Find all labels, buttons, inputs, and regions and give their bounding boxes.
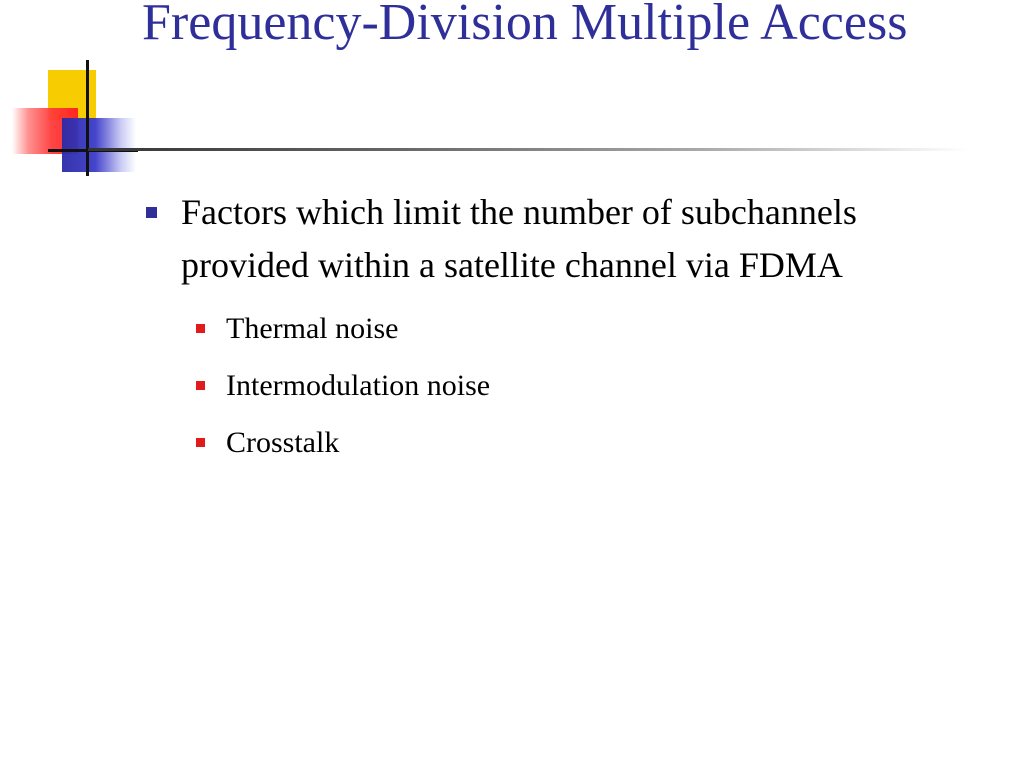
- slide-content: [140, 186, 940, 471]
- sub-bullet-item: [226, 357, 940, 414]
- square-bullet-icon: [196, 324, 205, 333]
- bullet-text: Factors which limit the number of subchannels provided within a satellite channel via FDMA: [181, 192, 857, 285]
- decorative-logo-icon: [0, 0, 140, 180]
- slide-title: Frequency-Division Multiple Access: [142, 0, 908, 51]
- logo-vertical-line: [86, 60, 89, 176]
- sub-bullet-list: [140, 300, 940, 471]
- square-bullet-icon: [196, 381, 205, 390]
- logo-blue-square: [62, 118, 136, 172]
- sub-bullet-text: Crosstalk: [226, 426, 340, 459]
- sub-bullet-text: Intermodulation noise: [226, 369, 491, 402]
- sub-bullet-text: Thermal noise: [226, 312, 399, 345]
- bullet-item: [140, 186, 940, 292]
- title-divider: [88, 148, 968, 151]
- sub-bullet-item: [226, 414, 940, 471]
- square-bullet-icon: [146, 207, 157, 218]
- square-bullet-icon: [196, 438, 205, 447]
- sub-bullet-item: [226, 300, 940, 357]
